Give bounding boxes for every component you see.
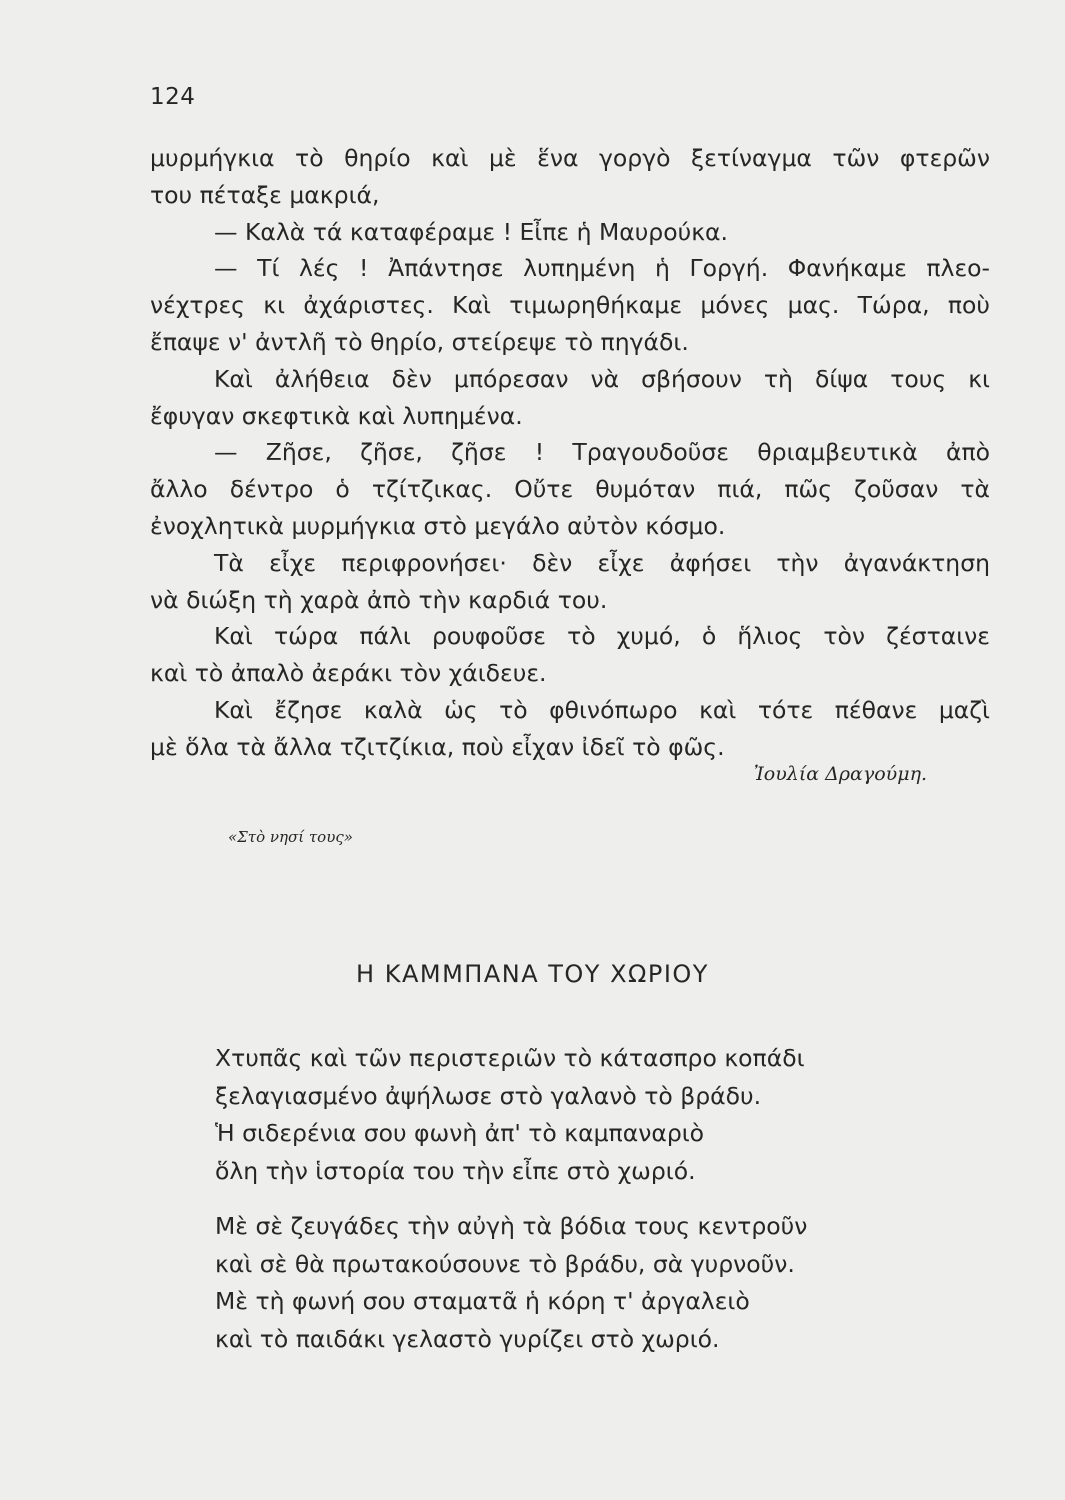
prose-line: μυρμήγκια τὸ θηρίο καὶ μὲ ἕνα γοργὸ ξετίναγμα τῶν φτερῶν — [150, 144, 990, 172]
prose-line: Καὶ ἀλήθεια δὲν μπόρεσαν νὰ σβήσουν τὴ δίψα τους κι — [214, 364, 990, 393]
poem-stanza — [215, 1208, 807, 1358]
source-citation: «Στὸ νησί τους» — [228, 828, 353, 846]
prose-line: νέχτρες κι ἀχάριστες. Καὶ τιμωρηθήκαμε μόνες μας. Τώρα, ποὺ — [150, 291, 990, 320]
prose-line: — Ζῆσε, ζῆσε, ζῆσε ! Τραγουδοῦσε θριαμβευτικὰ ἀπὸ — [214, 438, 990, 467]
prose-line: — Τί λές ! Ἀπάντησε λυπημένη ἡ Γοργή. Φανήκαμε πλεο- — [214, 254, 990, 283]
prose-line: ἔφυγαν σκεφτικὰ καὶ λυπημένα. — [150, 401, 523, 430]
poem-verse: ξελαγιασμένο ἀψήλωσε στὸ γαλανὸ τὸ βράδυ. — [215, 1081, 762, 1110]
page-number: 124 — [150, 84, 196, 110]
prose-line: μὲ ὅλα τὰ ἄλλα τζιτζίκια, ποὺ εἶχαν ἰδεῖ τὸ φῶς. — [150, 732, 725, 761]
poem-verse: καὶ σὲ θὰ πρωτακούσουνε τὸ βράδυ, σὰ γυρνοῦν. — [215, 1249, 795, 1278]
prose-line: του πέταξε μακριά, — [150, 180, 380, 209]
prose-line: ἐνοχλητικὰ μυρμήγκια στὸ μεγάλο αὐτὸν κόσμο. — [150, 511, 726, 540]
prose-line: καὶ τὸ ἀπαλὸ ἀεράκι τὸν χάιδευε. — [150, 659, 547, 688]
poem-verse: καὶ τὸ παιδάκι γελαστὸ γυρίζει στὸ χωριό. — [215, 1324, 720, 1353]
poem-stanza — [215, 1040, 805, 1190]
prose-line: — Καλὰ τά καταφέραμε ! Εἶπε ἡ Μαυρούκα. — [214, 217, 729, 246]
prose-line: Τὰ εἶχε περιφρονήσει· δὲν εἶχε ἀφήσει τὴν ἀγανάκτηση — [214, 548, 990, 577]
poem-verse: Ἡ σιδερένια σου φωνὴ ἀπ' τὸ καμπαναριὸ — [215, 1119, 705, 1147]
poem-verse: Χτυπᾶς καὶ τῶν περιστεριῶν τὸ κάτασπρο κοπάδι — [215, 1044, 805, 1072]
author-signature: Ἰουλία Δραγούμη. — [753, 763, 927, 785]
poem-verse: Μὲ σὲ ζευγάδες τὴν αὐγὴ τὰ βόδια τους κεντροῦν — [215, 1212, 808, 1240]
prose-line: νὰ διώξη τὴ χαρὰ ἀπὸ τὴν καρδιά του. — [150, 585, 608, 614]
prose-line: Καὶ τώρα πάλι ρουφοῦσε τὸ χυμό, ὁ ἥλιος τὸν ζέσταινε — [214, 622, 990, 651]
prose-line: Καὶ ἔζησε καλὰ ὡς τὸ φθινόπωρο καὶ τότε πέθανε μαζὶ — [214, 695, 990, 724]
prose-line: ἔπαψε ν' ἀντλῆ τὸ θηρίο, στείρεψε τὸ πηγάδι. — [150, 327, 689, 356]
poem-verse: ὅλη τὴν ἱστορία του τὴν εἶπε στὸ χωριό. — [215, 1156, 696, 1185]
prose-text — [150, 140, 990, 766]
poem-verse: Μὲ τὴ φωνή σου σταματᾶ ἡ κόρη τ' ἀργαλειὸ — [215, 1287, 750, 1315]
prose-line: ἄλλο δέντρο ὁ τζίτζικας. Οὔτε θυμόταν πιά, πῶς ζοῦσαν τὰ — [150, 475, 990, 504]
poem-title: Η ΚΑΜΜΠΑΝΑ ΤΟΥ ΧΩΡΙΟΥ — [356, 960, 709, 988]
